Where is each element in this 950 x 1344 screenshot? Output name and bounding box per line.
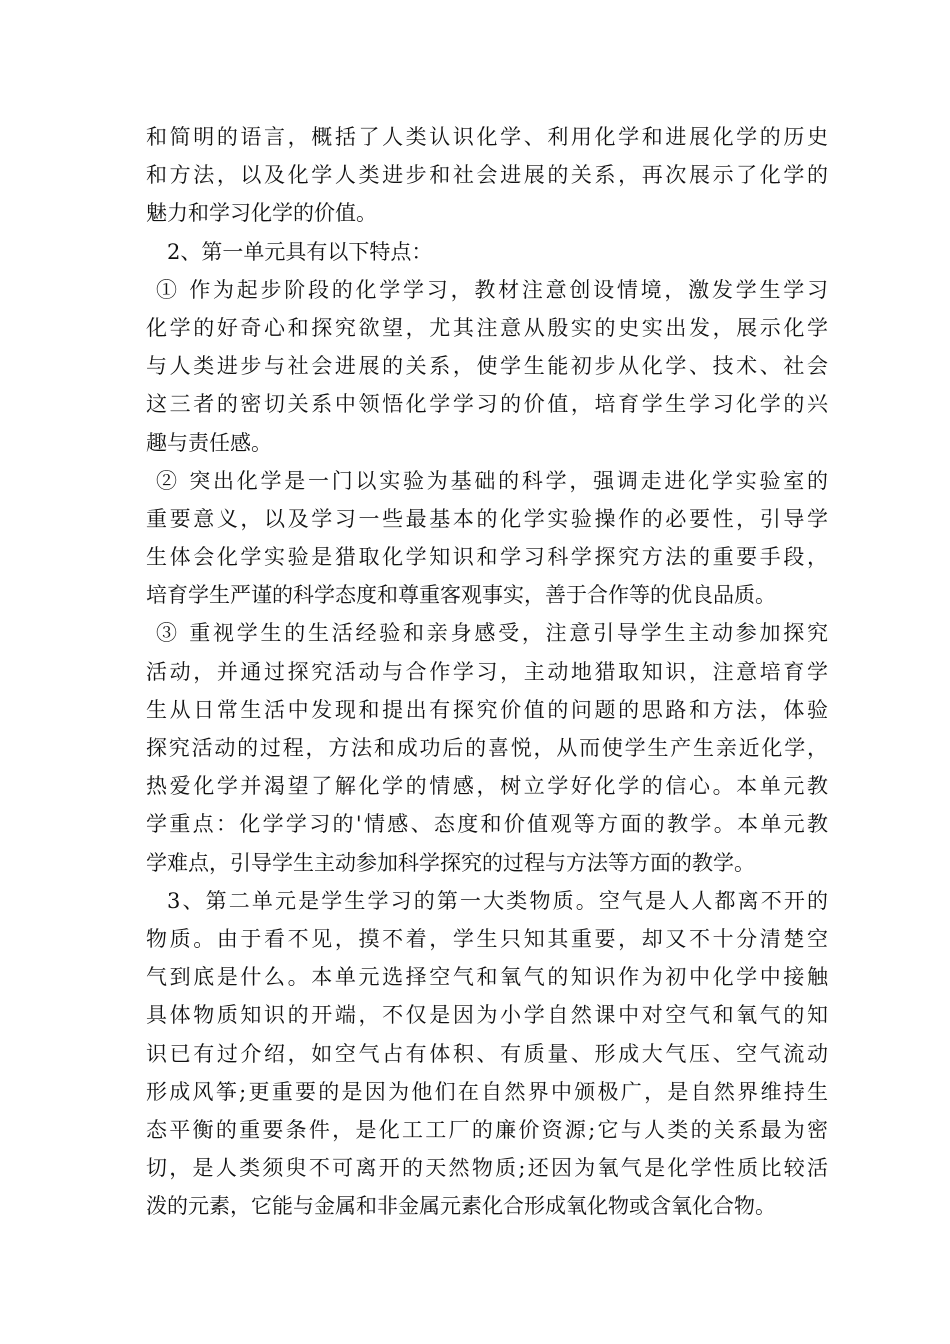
text-line: 3、第二单元是学生学习的第一大类物质。空气是人人都离不开的 (167, 888, 828, 913)
text-line: 生体会化学实验是猎取化学知识和学习科学探究方法的重要手段， (146, 545, 828, 570)
text-line: 热爱化学并渴望了解化学的情感，树立学好化学的信心。本单元教 (146, 774, 828, 799)
text-line: 生从日常生活中发现和提出有探究价值的问题的思路和方法，体验 (146, 697, 828, 722)
section-heading: 2、第一单元具有以下特点： (167, 239, 433, 264)
text-line: 学重点：化学学习的'情感、态度和价值观等方面的教学。本单元教 (146, 812, 828, 837)
text-line: 培育学生严谨的科学态度和尊重客观事实，善于合作等的优良品质。 (146, 583, 776, 608)
text-line: 活动，并通过探究活动与合作学习，主动地猎取知识，注意培育学 (146, 659, 828, 684)
text-line: 魅力和学习化学的价值。 (146, 201, 377, 226)
body-text (146, 118, 828, 1225)
text-line: 形成风筝;更重要的是因为他们在自然界中颁极广，是自然界维持生 (146, 1079, 828, 1104)
text-line: 泼的元素，它能与金属和非金属元素化合形成氧化物或含氧化合物。 (146, 1194, 776, 1219)
text-line: 学难点，引导学生主动参加科学探究的过程与方法等方面的教学。 (146, 850, 755, 875)
text-line: 化学的好奇心和探究欲望，尤其注意从殷实的史实出发，展示化学 (146, 315, 828, 340)
text-line: ③ 重视学生的生活经验和亲身感受，注意引导学生主动参加探究 (156, 621, 828, 646)
text-line: ① 作为起步阶段的化学学习，教材注意创设情境，激发学生学习 (156, 277, 828, 302)
text-line: 物质。由于看不见，摸不着，学生只知其重要，却又不十分清楚空 (146, 926, 828, 951)
text-line: 趣与责任感。 (146, 430, 272, 455)
text-line: 具体物质知识的开端，不仅是因为小学自然课中对空气和氧气的知 (146, 1003, 828, 1028)
text-line: ② 突出化学是一门以实验为基础的科学，强调走进化学实验室的 (156, 468, 828, 493)
text-line: 与人类进步与社会进展的关系，使学生能初步从化学、技术、社会 (146, 354, 828, 379)
text-line: 重要意义，以及学习一些最基本的化学实验操作的必要性，引导学 (146, 506, 828, 531)
text-line: 态平衡的重要条件，是化工工厂的廉价资源;它与人类的关系最为密 (146, 1117, 828, 1142)
text-line: 这三者的密切关系中领悟化学学习的价值，培育学生学习化学的兴 (146, 392, 828, 417)
text-line: 气到底是什么。本单元选择空气和氧气的知识作为初中化学中接触 (146, 965, 828, 990)
text-line: 探究活动的过程，方法和成功后的喜悦，从而使学生产生亲近化学， (146, 736, 828, 760)
text-line: 切，是人类须臾不可离开的天然物质;还因为氧气是化学性质比较活 (146, 1156, 828, 1181)
text-line: 和简明的语言，概括了人类认识化学、利用化学和进展化学的历史 (146, 125, 828, 149)
text-line: 和方法，以及化学人类进步和社会进展的关系，再次展示了化学的 (146, 163, 828, 188)
text-line: 识已有过介绍，如空气占有体积、有质量、形成大气压、空气流动 (146, 1041, 828, 1066)
